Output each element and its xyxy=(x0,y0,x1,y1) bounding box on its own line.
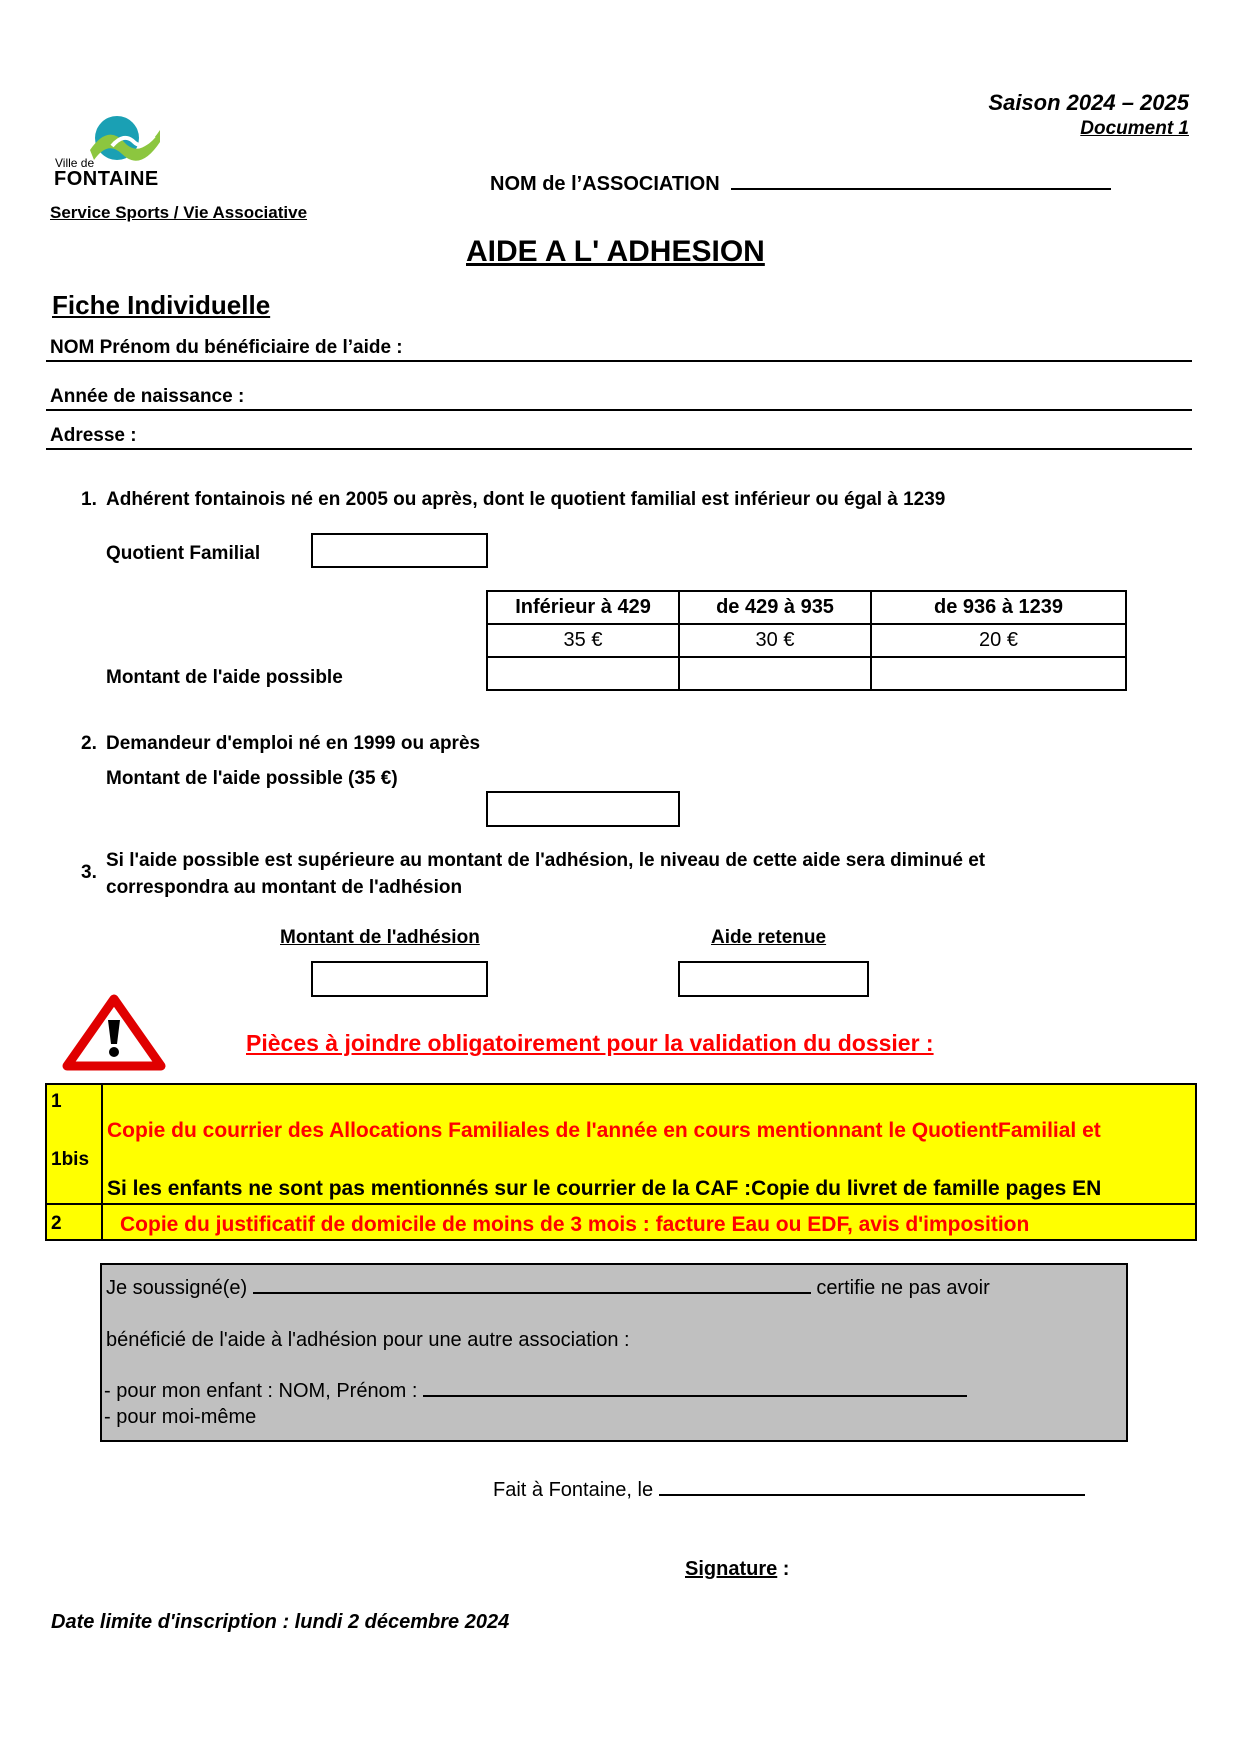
document-label: Document 1 xyxy=(1080,118,1189,139)
section2-amount-label: Montant de l'aide possible (35 €) xyxy=(106,768,398,789)
document-text: Copie du justificatif de domicile de moins de 3 mois : facture Eau ou EDF, avis d'imposition xyxy=(120,1213,1030,1236)
address-line[interactable] xyxy=(46,448,1192,450)
membership-amount-label: Montant de l'adhésion xyxy=(280,927,480,948)
retained-aid-input[interactable] xyxy=(678,961,869,997)
warning-icon xyxy=(62,994,166,1072)
declaration-line1 xyxy=(106,1277,990,1300)
address-label: Adresse : xyxy=(50,425,137,446)
section1-number: 1. xyxy=(81,489,97,510)
documents-table xyxy=(45,1083,1197,1241)
signature-field xyxy=(685,1558,789,1581)
aid-table-value-row xyxy=(487,624,1126,657)
section2-text: Demandeur d'emploi né en 1999 ou après xyxy=(106,733,481,754)
declaration-line3-label: - pour mon enfant : NOM, Prénom : xyxy=(104,1380,418,1402)
declaration-box xyxy=(100,1263,1128,1442)
birth-year-line[interactable] xyxy=(46,409,1192,411)
qf-label: Quotient Familial xyxy=(106,543,261,564)
declaration-line2: bénéficié de l'aide à l'adhésion pour une autre association : xyxy=(106,1329,630,1351)
section3-text-line1: Si l'aide possible est supérieure au montant de l'adhésion, le niveau de cette aide sera diminué et xyxy=(106,850,986,871)
membership-amount-input[interactable] xyxy=(311,961,488,997)
aid-table-input-row xyxy=(487,657,1126,690)
association-blank[interactable] xyxy=(731,188,1111,190)
date-blank[interactable] xyxy=(659,1494,1085,1496)
document-number: 2 xyxy=(51,1213,62,1234)
page-title: AIDE A L' ADHESION xyxy=(466,235,765,268)
aid-table xyxy=(486,590,1127,691)
fiche-heading: Fiche Individuelle xyxy=(52,290,271,320)
beneficiary-name-line[interactable] xyxy=(46,360,1192,362)
declaration-line1-start: Je soussigné(e) xyxy=(106,1277,248,1299)
aid-amount-cell[interactable] xyxy=(487,657,679,690)
service-label: Service Sports / Vie Associative xyxy=(50,203,308,222)
aid-table-value: 20 € xyxy=(871,624,1126,657)
documents-row-divider xyxy=(47,1203,1197,1205)
section3-text-line2: correspondra au montant de l'adhésion xyxy=(106,877,463,898)
retained-aid-label: Aide retenue xyxy=(711,927,827,948)
aid-table-header-row xyxy=(487,591,1126,624)
town-logo xyxy=(50,110,180,190)
declaration-name-blank[interactable] xyxy=(253,1292,811,1294)
document-text: Copie du courrier des Allocations Familiales de l'année en cours mentionnant le QuotientFamilial et xyxy=(107,1119,1101,1142)
warning-text: Pièces à joindre obligatoirement pour la validation du dossier : xyxy=(246,1030,934,1056)
signature-label: Signature xyxy=(685,1558,778,1580)
done-at-label: Fait à Fontaine, le xyxy=(493,1479,654,1501)
document-number: 1bis xyxy=(51,1149,90,1170)
section2-amount-input[interactable] xyxy=(486,791,680,827)
logo-town-small: Ville de xyxy=(55,156,95,170)
aid-table-header: de 429 à 935 xyxy=(679,591,871,624)
season-label: Saison 2024 – 2025 xyxy=(988,90,1189,115)
association-label: NOM de l’ASSOCIATION xyxy=(490,173,720,195)
qf-input[interactable] xyxy=(311,533,488,568)
beneficiary-name-label: NOM Prénom du bénéficiaire de l’aide : xyxy=(50,337,403,358)
aid-amount-cell[interactable] xyxy=(679,657,871,690)
child-name-blank[interactable] xyxy=(423,1395,967,1397)
section3-number: 3. xyxy=(81,862,97,883)
aid-table-header: de 936 à 1239 xyxy=(871,591,1126,624)
section2-number: 2. xyxy=(81,733,97,754)
aid-table-value: 35 € xyxy=(487,624,679,657)
aid-amount-label: Montant de l'aide possible xyxy=(106,667,343,688)
association-field xyxy=(490,173,1111,196)
aid-amount-cell[interactable] xyxy=(871,657,1126,690)
logo-town-name: FONTAINE xyxy=(54,168,159,190)
aid-table-header: Inférieur à 429 xyxy=(487,591,679,624)
document-number: 1 xyxy=(51,1091,62,1112)
deadline-text: Date limite d'inscription : lundi 2 décembre 2024 xyxy=(51,1611,510,1633)
declaration-line3 xyxy=(104,1380,967,1403)
birth-year-label: Année de naissance : xyxy=(50,386,245,407)
done-at-field xyxy=(493,1479,1085,1502)
documents-col-divider xyxy=(101,1085,103,1241)
aid-table-value: 30 € xyxy=(679,624,871,657)
document-text: Si les enfants ne sont pas mentionnés sur le courrier de la CAF :Copie du livret de famille pages EN xyxy=(107,1177,1102,1200)
declaration-line4: - pour moi-même xyxy=(104,1406,257,1428)
declaration-line1-end: certifie ne pas avoir xyxy=(816,1277,990,1299)
signature-colon: : xyxy=(777,1558,790,1580)
section1-text: Adhérent fontainois né en 2005 ou après, dont le quotient familial est inférieur ou égal à 1239 xyxy=(106,489,946,510)
